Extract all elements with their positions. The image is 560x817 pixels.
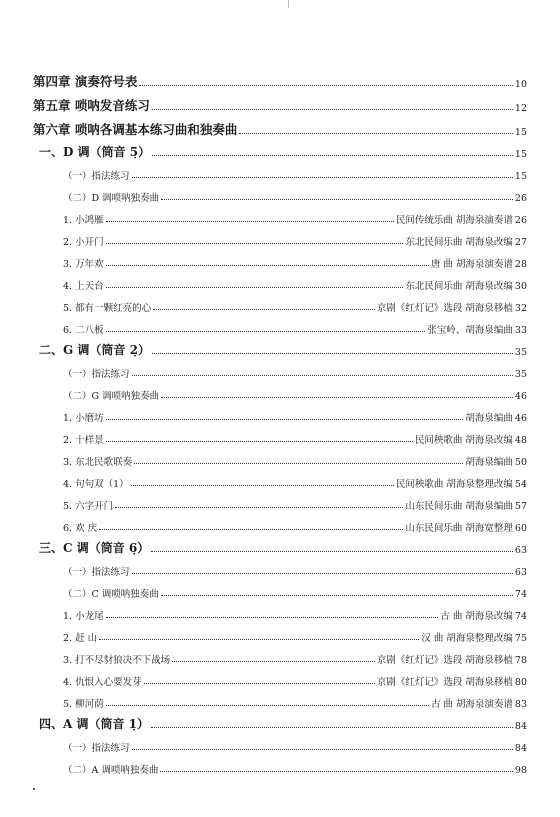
toc-entry-title: （二）D 调唢呐独奏曲 — [63, 193, 160, 204]
toc-entry-title: 第四章 演奏符号表 — [33, 74, 138, 89]
toc-entry-page-number: 78 — [514, 655, 527, 666]
toc-entry-title: 6. 欢 庆 — [63, 523, 98, 534]
toc-entry-item[interactable] — [33, 292, 527, 314]
dot-leader — [132, 375, 513, 376]
toc-entry-title: 第六章 唢呐各调基本练习曲和独奏曲 — [33, 122, 238, 137]
toc-entry-page-number: 98 — [514, 765, 527, 776]
toc-entry-item[interactable] — [33, 644, 527, 666]
toc-entry-title: 4. 句句双（1） — [63, 479, 129, 490]
dot-leader — [152, 109, 513, 110]
dot-leader — [132, 177, 513, 178]
toc-entry-item[interactable] — [33, 490, 527, 512]
toc-entry-page-number: 50 — [514, 457, 527, 468]
toc-entry-credit: 东北民间乐曲 胡海泉改编 — [405, 281, 513, 292]
toc-entry-sub[interactable] — [33, 754, 527, 776]
dot-leader — [106, 287, 404, 288]
toc-entry-title: （一）指法练习 — [63, 369, 130, 380]
toc-entry-page-number: 12 — [514, 103, 527, 114]
toc-entry-sub[interactable] — [33, 182, 527, 204]
toc-entry-page-number: 26 — [514, 193, 527, 204]
toc-entry-page-number: 35 — [514, 369, 527, 380]
toc-entry-title: 4. 上天台 — [63, 281, 104, 292]
toc-entry-page-number: 84 — [514, 743, 527, 754]
dot-leader — [132, 573, 513, 574]
dot-leader — [144, 683, 375, 684]
toc-entry-sub[interactable] — [33, 380, 527, 402]
toc-entry-page-number: 15 — [514, 171, 527, 182]
toc-entry-page-number: 57 — [514, 501, 527, 512]
toc-entry-item[interactable] — [33, 270, 527, 292]
toc-entry-page-number: 74 — [514, 611, 527, 622]
toc-entry-section[interactable] — [33, 336, 527, 358]
dot-leader — [99, 639, 419, 640]
toc-entry-title: 2. 十样景 — [63, 435, 104, 446]
crop-mark — [288, 0, 289, 8]
dot-leader — [172, 661, 375, 662]
toc-entry-page-number: 63 — [514, 567, 527, 578]
toc-entry-page-number: 63 — [514, 545, 527, 556]
toc-entry-title: 1. 小鸿雁 — [63, 215, 104, 226]
toc-entry-sub[interactable] — [33, 358, 527, 380]
toc-entry-item[interactable] — [33, 622, 527, 644]
dot-leader — [131, 485, 394, 486]
toc-entry-credit: 京剧《红灯记》选段 胡海泉移植 — [376, 677, 513, 688]
toc-entry-page-number: 46 — [514, 391, 527, 402]
toc-entry-title: （一）指法练习 — [63, 567, 130, 578]
toc-entry-chapter[interactable] — [33, 66, 527, 90]
toc-entry-page-number: 10 — [514, 79, 527, 90]
toc-entry-item[interactable] — [33, 512, 527, 534]
toc-entry-credit: 唐 曲 胡海泉演奏谱 — [430, 259, 513, 270]
toc-entry-credit: 张宝岭、胡海泉编曲 — [427, 325, 513, 336]
toc-entry-page-number: 30 — [514, 281, 527, 292]
toc-entry-item[interactable] — [33, 446, 527, 468]
dot-leader — [239, 133, 513, 134]
toc-entry-title: 3. 东北民歌联奏 — [63, 457, 133, 468]
dot-leader — [161, 397, 513, 398]
toc-entry-sub[interactable] — [33, 160, 527, 182]
toc-entry-title: （二）A 调唢呐独奏曲 — [63, 765, 159, 776]
dot-leader — [106, 705, 429, 706]
toc-entry-page-number: 84 — [514, 721, 527, 732]
dot-leader — [115, 507, 403, 508]
toc-entry-sub[interactable] — [33, 556, 527, 578]
toc-entry-page-number: 46 — [514, 413, 527, 424]
toc-entry-item[interactable] — [33, 226, 527, 248]
toc-entry-title: （一）指法练习 — [63, 743, 130, 754]
toc-entry-title: 1. 小龙尾 — [63, 611, 104, 622]
toc-entry-page-number: 15 — [514, 127, 527, 138]
dot-leader — [106, 331, 426, 332]
toc-entry-title: （二）C 调唢呐独奏曲 — [63, 589, 159, 600]
toc-entry-title: 5. 都有一颗红亮的心 — [63, 303, 152, 314]
toc-entry-page-number: 27 — [514, 237, 527, 248]
dot-leader — [132, 749, 513, 750]
toc-entry-page-number: 26 — [514, 215, 527, 226]
toc-entry-item[interactable] — [33, 600, 527, 622]
toc-entry-sub[interactable] — [33, 578, 527, 600]
dot-leader — [106, 617, 439, 618]
toc-entry-credit: 山东民间乐曲 胡海泉编曲 — [405, 501, 513, 512]
toc-entry-credit: 古 曲 胡海泉改编 — [440, 611, 513, 622]
toc-entry-section[interactable] — [33, 138, 527, 160]
toc-entry-page-number: 15 — [514, 149, 527, 160]
dot-leader — [151, 551, 513, 552]
toc-entry-credit: 山东民间乐曲 胡海宽整理 — [405, 523, 513, 534]
toc-entry-item[interactable] — [33, 402, 527, 424]
dot-leader — [152, 155, 513, 156]
dot-leader — [152, 353, 513, 354]
toc-entry-page-number: 60 — [514, 523, 527, 534]
toc-entry-title: 4. 仇恨入心要发芽 — [63, 677, 142, 688]
toc-entry-credit: 京剧《红灯记》选段 胡海泉移植 — [376, 655, 513, 666]
toc-entry-chapter[interactable] — [33, 114, 527, 138]
dot-leader — [151, 727, 513, 728]
toc-entry-credit: 民间秧歌曲 胡海泉整理改编 — [395, 479, 513, 490]
page-speck — [33, 788, 35, 790]
dot-leader — [139, 85, 513, 86]
toc-entry-credit: 民间秧歌曲 胡海泉改编 — [414, 435, 513, 446]
toc-entry-credit: 胡海泉编曲 — [465, 457, 513, 468]
toc-entry-title: 三、C 调（筒音 6̣） — [39, 541, 150, 555]
toc-entry-sub[interactable] — [33, 732, 527, 754]
toc-entry-item[interactable] — [33, 666, 527, 688]
toc-entry-chapter[interactable] — [33, 90, 527, 114]
toc-entry-title: 2. 小开门 — [63, 237, 104, 248]
toc-entry-credit: 胡海泉编曲 — [465, 413, 513, 424]
toc-entry-title: （二）G 调唢呐独奏曲 — [63, 391, 160, 402]
dot-leader — [160, 771, 513, 772]
toc-entry-page-number: 33 — [514, 325, 527, 336]
toc-entry-credit: 民间传统乐曲 胡海泉演奏谱 — [395, 215, 513, 226]
toc-entry-title: 二、G 调（筒音 2̣） — [39, 343, 150, 357]
dot-leader — [134, 463, 463, 464]
toc-entry-title: 5. 柳河荫 — [63, 699, 104, 710]
dot-leader — [161, 595, 513, 596]
toc-entry-page-number: 75 — [514, 633, 527, 644]
dot-leader — [106, 243, 404, 244]
toc-entry-title: 2. 赶 山 — [63, 633, 98, 644]
toc-entry-title: 3. 打不尽豺狼决不下战场 — [63, 655, 171, 666]
toc-entry-page-number: 32 — [514, 303, 527, 314]
toc-entry-page-number: 80 — [514, 677, 527, 688]
toc-entry-credit: 京剧《红灯记》选段 胡海泉移植 — [376, 303, 513, 314]
dot-leader — [106, 419, 464, 420]
toc-entry-page-number: 35 — [514, 347, 527, 358]
toc-entry-item[interactable] — [33, 424, 527, 446]
toc-entry-title: 6. 二八板 — [63, 325, 104, 336]
toc-entry-page-number: 83 — [514, 699, 527, 710]
toc-entry-section[interactable] — [33, 534, 527, 556]
toc-entry-title: 一、D 调（筒音 5̣） — [39, 145, 151, 159]
toc-entry-title: 四、A 调（筒音 1̣） — [39, 717, 150, 731]
toc-entry-page-number: 54 — [514, 479, 527, 490]
toc-entry-title: 1. 小磨坊 — [63, 413, 104, 424]
toc-entry-item[interactable] — [33, 314, 527, 336]
toc-entry-item[interactable] — [33, 688, 527, 710]
toc-entry-title: 第五章 唢呐发音练习 — [33, 98, 150, 113]
dot-leader — [106, 221, 394, 222]
dot-leader — [106, 265, 429, 266]
toc-entry-page-number: 74 — [514, 589, 527, 600]
table-of-contents — [33, 66, 527, 776]
toc-entry-title: （一）指法练习 — [63, 171, 130, 182]
toc-entry-item[interactable] — [33, 204, 527, 226]
toc-entry-title: 3. 万年欢 — [63, 259, 104, 270]
dot-leader — [153, 309, 375, 310]
toc-entry-credit: 东北民间乐曲 胡海泉改编 — [405, 237, 513, 248]
toc-entry-page-number: 48 — [514, 435, 527, 446]
dot-leader — [106, 441, 413, 442]
toc-entry-item[interactable] — [33, 248, 527, 270]
toc-entry-item[interactable] — [33, 468, 527, 490]
toc-entry-section[interactable] — [33, 710, 527, 732]
toc-entry-credit: 古 曲 胡海泉演奏谱 — [430, 699, 513, 710]
toc-entry-credit: 汉 曲 胡海泉整理改编 — [421, 633, 513, 644]
dot-leader — [99, 529, 403, 530]
dot-leader — [161, 199, 513, 200]
toc-entry-page-number: 28 — [514, 259, 527, 270]
toc-entry-title: 5. 六字开门 — [63, 501, 114, 512]
